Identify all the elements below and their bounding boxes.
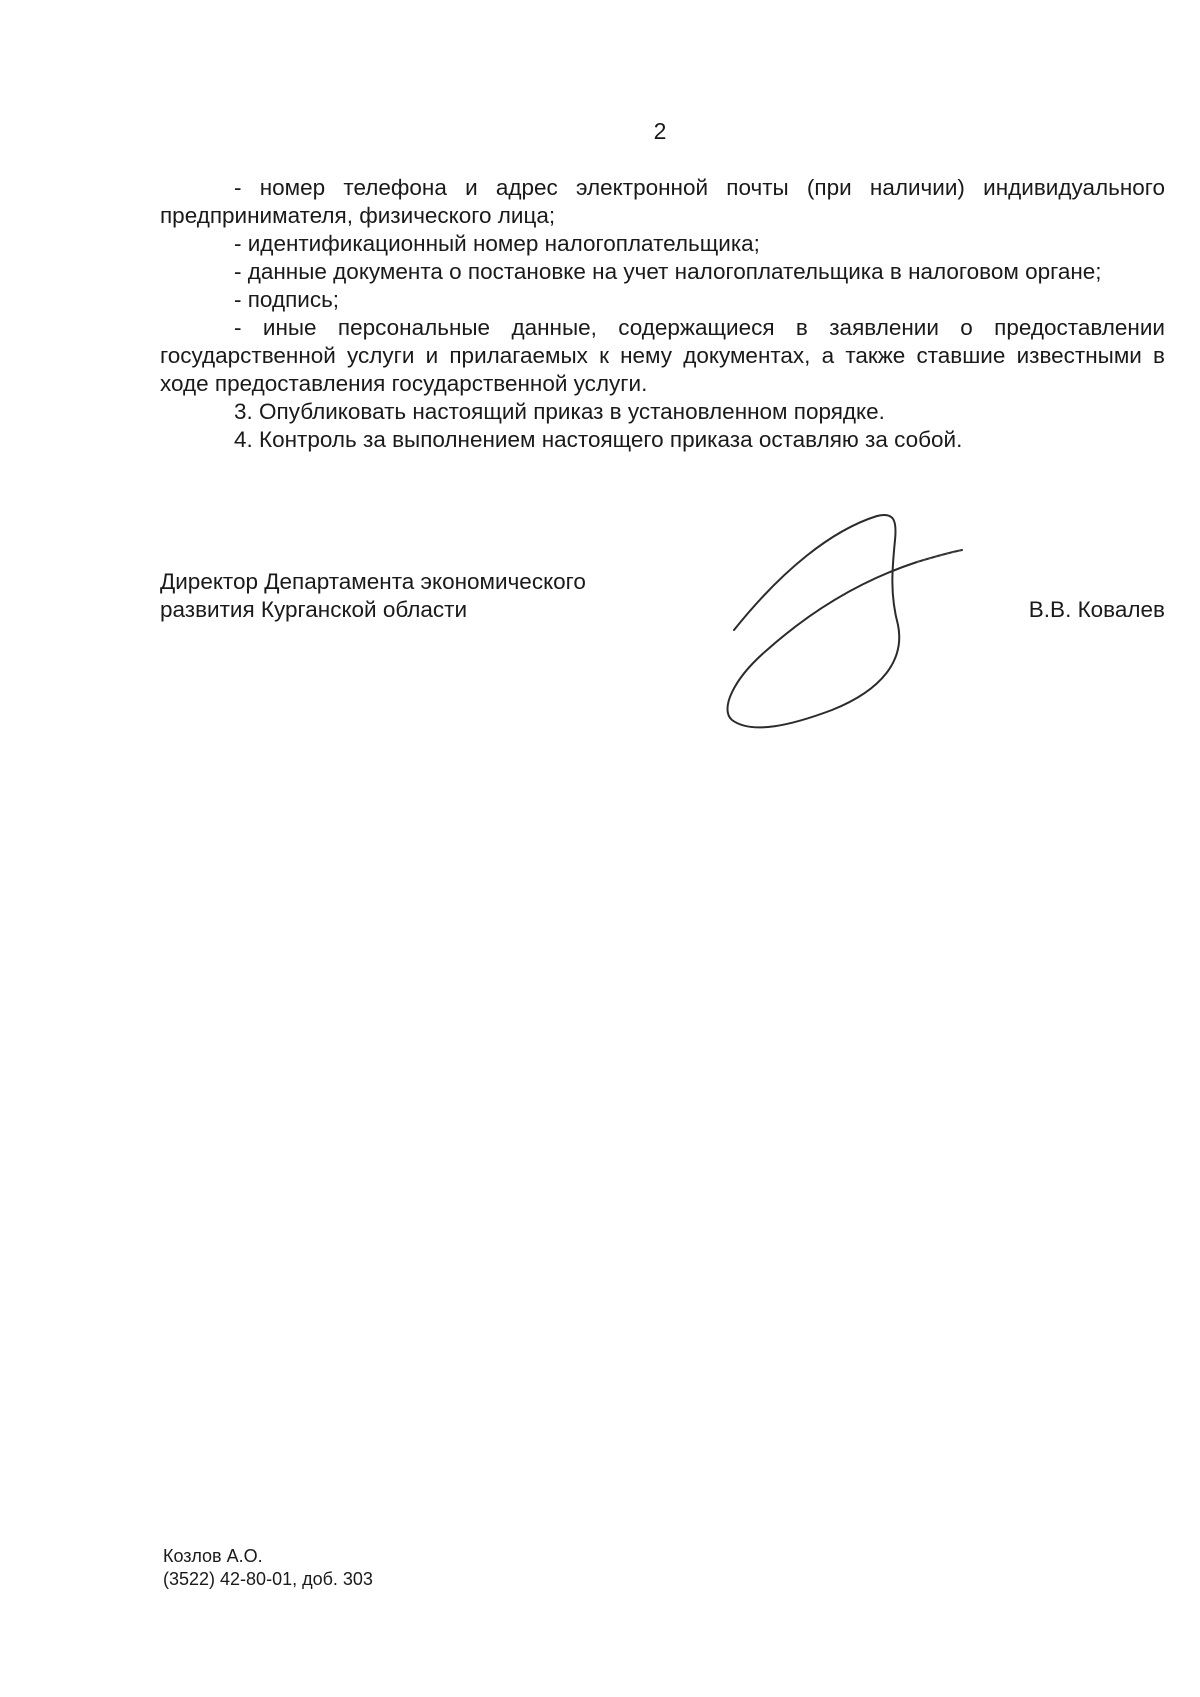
signature-block [160, 568, 1165, 628]
signer-name: В.В. Ковалев [1028, 597, 1165, 622]
signer-position-line-1: Директор Департамента экономического [160, 569, 586, 594]
page-number: 2 [653, 118, 667, 144]
footer-executor-info [163, 1545, 373, 1591]
clause-4-control: 4. Контроль за выполнением настоящего приказа оставляю за собой. [234, 427, 963, 452]
executor-phone: (3522) 42-80-01, доб. 303 [163, 1569, 373, 1589]
list-item-phone-email: - номер телефона и адрес электронной почты (при наличии) индивидуального предпринимателя, физического лица; [160, 175, 1165, 228]
clause-3-publish: 3. Опубликовать настоящий приказ в установленном порядке. [234, 399, 885, 424]
list-item-signature: - подпись; [234, 287, 340, 312]
executor-name: Козлов А.О. [163, 1546, 263, 1566]
signer-position [160, 568, 586, 624]
list-item-inn: - идентификационный номер налогоплательщика; [234, 231, 760, 256]
handwritten-signature [712, 510, 972, 750]
document-body [160, 174, 1165, 454]
signer-position-line-2: развития Курганской области [160, 597, 468, 622]
list-item-tax-registration: - данные документа о постановке на учет налогоплательщика в налоговом органе; [234, 259, 1102, 284]
list-item-other-personal-data: - иные персональные данные, содержащиеся в заявлении о предоставлении государственной услуги и прилагаемых к нему документах, а также ставшие известными в ходе предоставления государственной услуги. [160, 315, 1165, 396]
